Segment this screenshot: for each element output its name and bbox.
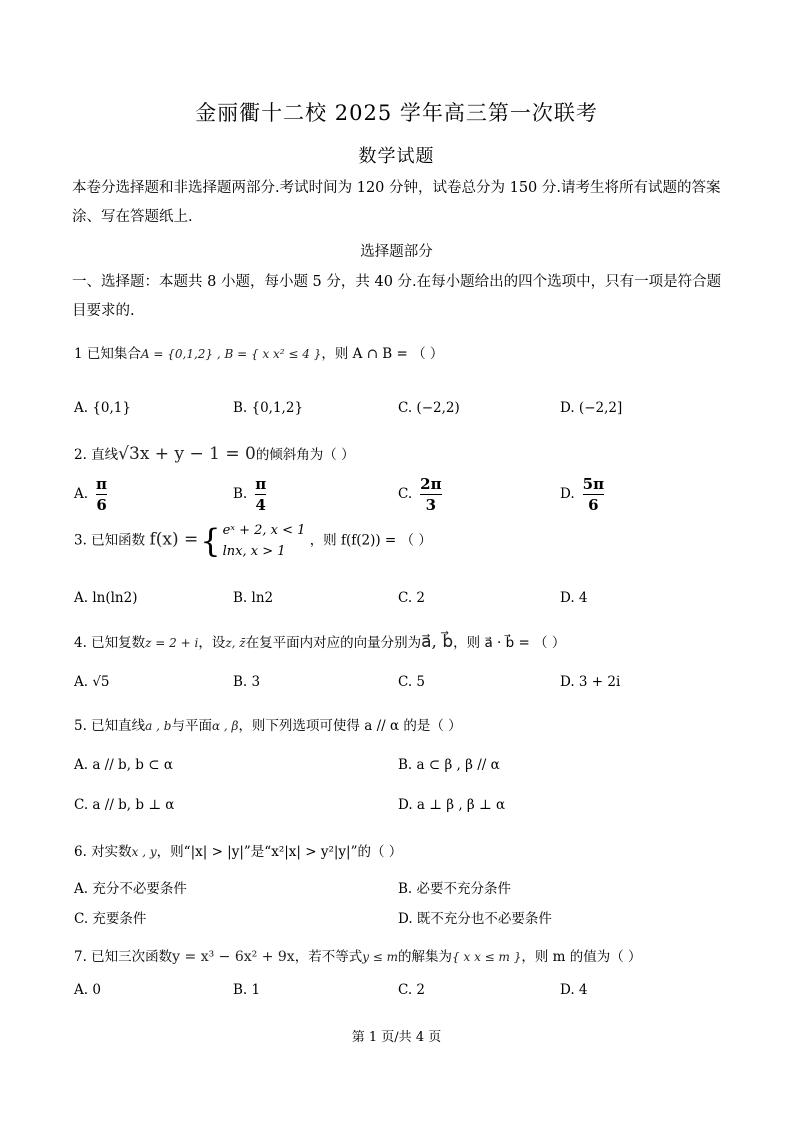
piecewise-cases — [223, 520, 306, 562]
question-7-stem: 7. 已知三次函数 — [74, 949, 173, 965]
question-3-stem: 3. 已知函数 — [74, 532, 146, 549]
question-7-math2: y ≤ m — [362, 950, 399, 964]
question-1 — [74, 342, 443, 362]
question-5-option-c: C. a // b, b ⊥ α — [74, 797, 175, 813]
question-7-tail: ，则 m 的值为（ ） — [521, 949, 642, 965]
case-1: eˣ + 2, x < 1 — [222, 523, 306, 538]
exam-subtitle: 数学试题 — [358, 146, 435, 167]
question-5-option-b: B. a ⊂ β , β // α — [398, 757, 500, 773]
case-2: lnx, x > 1 — [222, 544, 286, 559]
question-2-option-b — [233, 475, 266, 514]
question-2-option-c — [398, 475, 442, 514]
question-5-tail: ，则下列选项可使得 a // α 的是（ ） — [238, 718, 462, 734]
question-7-option-a: A. 0 — [74, 982, 101, 998]
numerator: 2π — [420, 475, 442, 493]
question-4-stem: 4. 已知复数 — [74, 635, 146, 651]
question-7-option-c: C. 2 — [398, 982, 426, 998]
question-6 — [74, 840, 402, 860]
question-4-tail: ，则 a⃗ · b⃗ = （ ） — [453, 635, 566, 651]
question-2 — [74, 443, 355, 464]
numerator: 5π — [582, 475, 605, 493]
part1-instructions: 一、选择题：本题共 8 小题，每小题 5 分，共 40 分.在每小题给出的四个选项中，只有一项是符合题目要求的. — [72, 274, 722, 319]
question-2-tail: 的倾斜角为（ ） — [255, 447, 355, 463]
brace: { — [200, 522, 221, 560]
question-7-text: ，若不等式 — [294, 949, 363, 965]
question-4-math3: a⃗, b⃗ — [421, 632, 454, 652]
page-footer: 第 1 页/共 4 页 — [351, 1030, 442, 1045]
question-7 — [74, 945, 642, 965]
fraction — [583, 475, 604, 514]
denominator: 6 — [588, 496, 599, 514]
question-6-option-a: A. 充分不必要条件 — [74, 881, 187, 897]
question-1-stem: 1 已知集合 — [74, 346, 141, 362]
denominator: 6 — [96, 496, 107, 514]
question-1-option-a: A. {0,1} — [74, 400, 131, 416]
question-7-text2: 的解集为 — [398, 949, 453, 965]
numerator: π — [255, 475, 267, 493]
question-2-math: √3x + y − 1 = 0 — [118, 444, 256, 464]
fraction — [255, 475, 266, 514]
question-6-tail: ，则“|x| > |y|”是“x²|x| > y²|y|”的（ ） — [156, 844, 403, 860]
question-6-option-b: B. 必要不充分条件 — [398, 881, 512, 897]
question-5-stem: 5. 已知直线 — [74, 718, 146, 734]
question-7-math3: { x x ≤ m } — [452, 950, 522, 964]
question-5-option-a: A. a // b, b ⊂ α — [74, 757, 173, 773]
option-letter: C. — [398, 486, 413, 502]
question-4-text2: 在复平面内对应的向量分别为 — [245, 635, 422, 651]
question-6-option-d: D. 既不充分也不必要条件 — [398, 911, 552, 927]
question-5 — [74, 714, 462, 734]
denominator: 4 — [255, 496, 266, 514]
question-4-math: z = 2 + i — [145, 636, 199, 650]
question-1-tail: ，则 A ∩ B = （ ） — [321, 346, 444, 362]
question-7-option-b: B. 1 — [233, 982, 261, 998]
question-4-option-d: D. 3 + 2i — [560, 674, 621, 690]
question-3-option-d: D. 4 — [560, 590, 588, 606]
question-1-math: A = {0,1,2} , B = { x x² ≤ 4 } — [140, 347, 322, 361]
question-3-option-b: B. ln2 — [233, 590, 274, 606]
question-4-option-c: C. 5 — [398, 674, 426, 690]
question-5-math: a , b — [145, 719, 172, 733]
question-7-option-d: D. 4 — [560, 982, 588, 998]
question-3-option-a: A. ln(ln2) — [74, 590, 138, 606]
question-5-math2: α , β — [211, 719, 239, 733]
option-letter: D. — [560, 486, 575, 502]
question-6-option-c: C. 充要条件 — [74, 911, 147, 927]
question-6-stem: 6. 对实数 — [74, 844, 132, 860]
question-2-stem: 2. 直线 — [74, 447, 119, 463]
numerator: π — [96, 475, 108, 493]
option-letter: B. — [233, 486, 248, 502]
question-4 — [74, 631, 565, 652]
question-3 — [74, 520, 432, 562]
question-1-option-b: B. {0,1,2} — [233, 400, 304, 416]
question-3-math: f(x) = — [149, 529, 199, 550]
question-3-tail: ，则 f(f(2)) = （ ） — [309, 532, 432, 549]
question-4-option-b: B. 3 — [233, 674, 261, 690]
question-2-option-a — [74, 475, 107, 514]
question-5-text: 与平面 — [171, 718, 212, 734]
question-5-option-d: D. a ⊥ β , β ⊥ α — [398, 797, 506, 813]
question-1-option-d: D. (−2,2] — [560, 400, 623, 416]
question-1-option-c: C. (−2,2) — [398, 400, 460, 416]
question-4-option-a: A. √5 — [74, 674, 110, 690]
question-6-math: x , y — [131, 845, 157, 859]
intro-paragraph: 本卷分选择题和非选择题两部分.考试时间为 120 分钟，试卷总分为 150 分.请考生将所有试题的答案涂、写在答题纸上. — [72, 180, 721, 225]
section-title: 选择题部分 — [360, 244, 433, 260]
option-letter: A. — [74, 486, 89, 502]
question-3-option-c: C. 2 — [398, 590, 426, 606]
fraction — [420, 475, 441, 514]
denominator: 3 — [425, 496, 437, 514]
question-4-text: ，设 — [198, 635, 226, 651]
exam-title: 金丽衢十二校 2025 学年高三第一次联考 — [195, 101, 598, 125]
question-7-math: y = x³ − 6x² + 9x — [172, 949, 295, 965]
question-4-math2: z, z̄ — [225, 636, 246, 650]
fraction — [96, 475, 107, 514]
question-2-option-d — [560, 475, 604, 514]
